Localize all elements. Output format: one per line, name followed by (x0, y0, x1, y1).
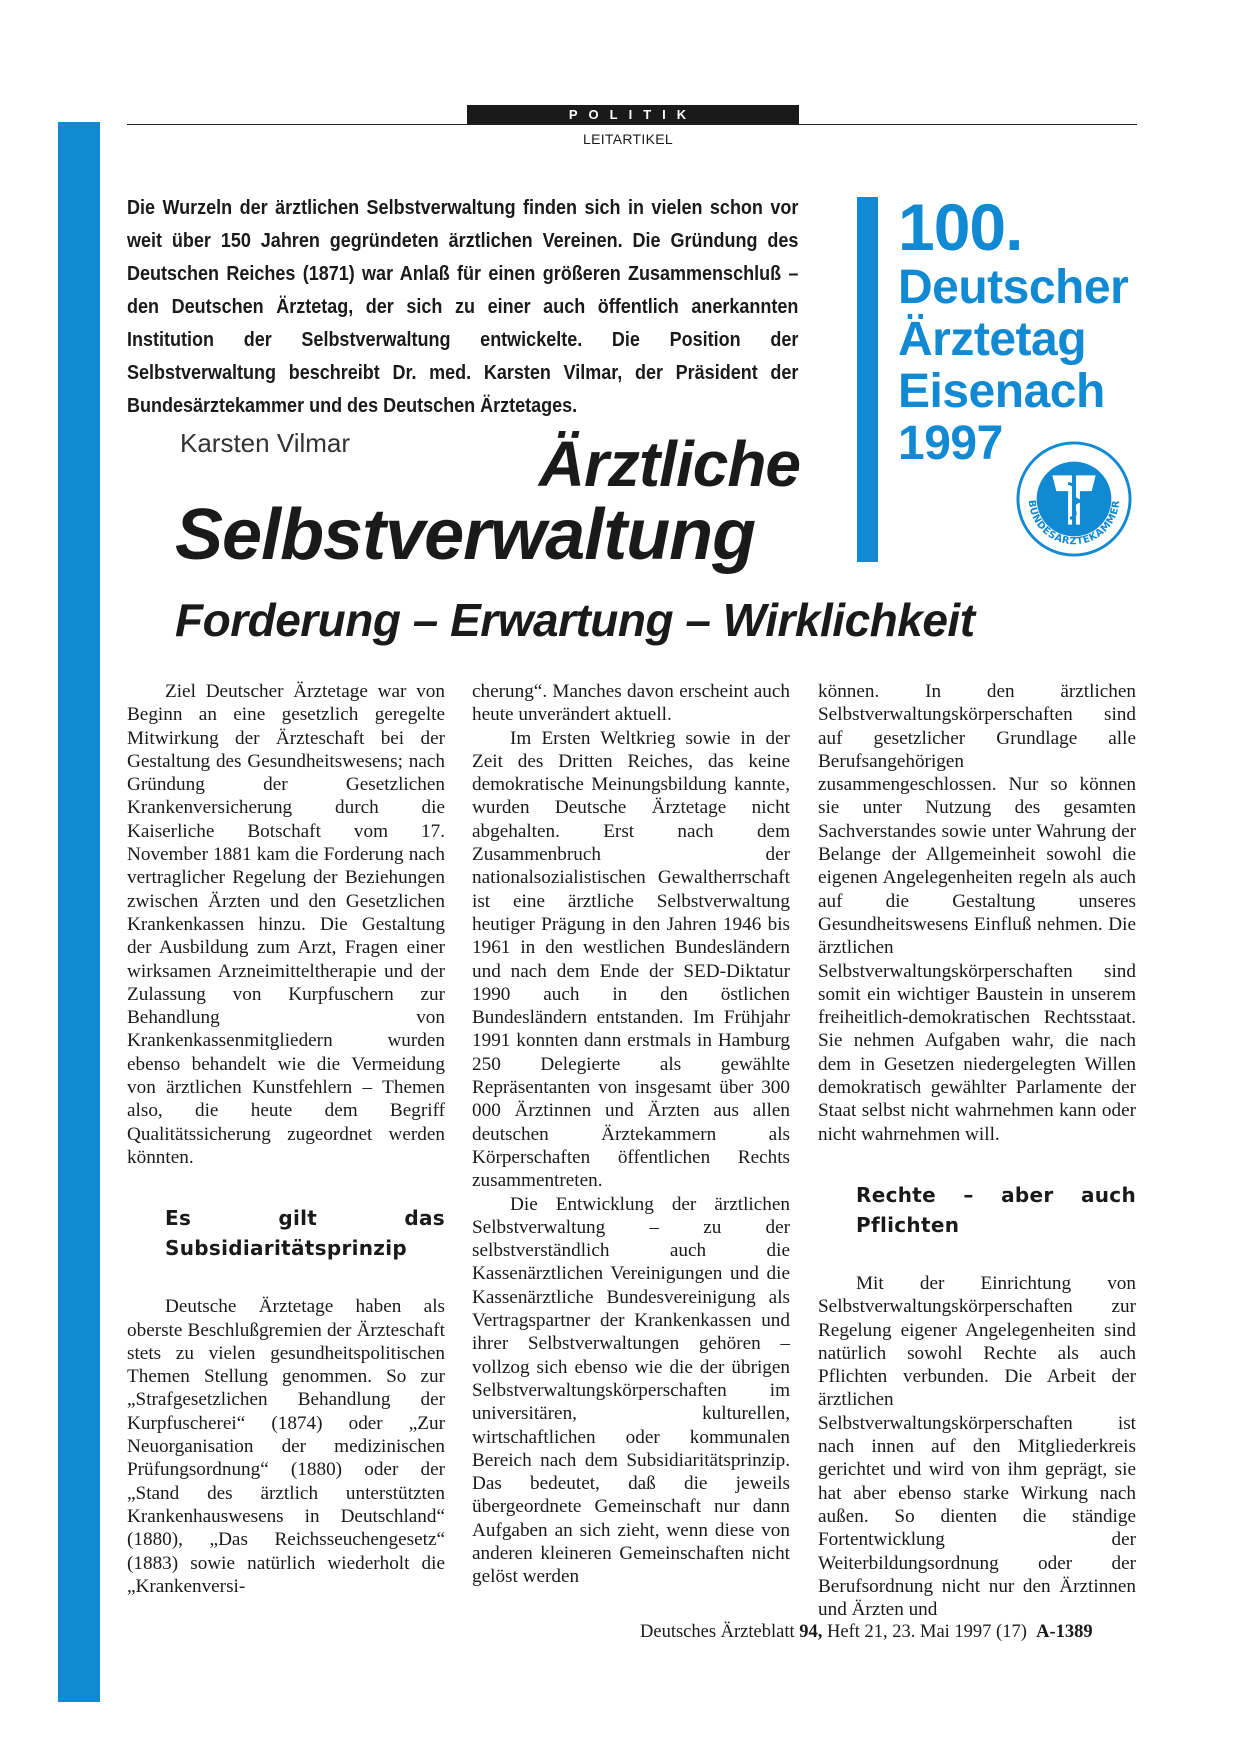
issue-info: Heft 21, 23. Mai 1997 (17) (827, 1622, 1027, 1642)
paragraph: cherung“. Manches davon erscheint auch heute unverändert aktuell. (472, 681, 790, 726)
event-line-1: Deutscher (898, 261, 1129, 314)
logo-text: BUNDESÄRZTEKAMMER (1025, 499, 1123, 548)
journal-name: Deutsches Ärzteblatt (640, 1622, 795, 1642)
paragraph: Mit der Einrichtung von Selbstverwaltungskörperschaften zur Regelung eigener Angelegenheiten sind natürlich sowohl Rechte als auch Pflichten verbunden. Die Arbeit der ärztlichen Selbstverwaltungskörperschaften ist nach innen auf den Mitgliederkreis gerichtet und wird von ihm geprägt, sie hat aber ebenso starke Wirkung nach außen. So dienten die ständige Fortentwicklung der Weiterbildungsordnung oder der Berufsordnung nicht nur den Ärztinnen und Ärzten und (818, 1272, 1136, 1621)
header-rule (127, 124, 1137, 125)
bundesaerztekammer-logo (1015, 440, 1133, 558)
event-accent-bar (857, 197, 878, 562)
event-number: 100. (898, 190, 1023, 264)
title-line-2: Selbstverwaltung (175, 495, 756, 575)
blue-sidebar-strip (58, 122, 100, 1702)
article-column-1 (127, 680, 445, 1598)
article-column-2 (472, 680, 790, 1589)
event-line-2: Ärztetag (898, 313, 1087, 366)
subsection-label: LEITARTIKEL (583, 131, 673, 147)
page-footer (640, 1622, 1093, 1643)
article-subtitle: Forderung – Erwartung – Wirklichkeit (175, 594, 975, 646)
page-number: A-1389 (1036, 1622, 1093, 1642)
section-label: POLITIK (467, 105, 799, 124)
paragraph: Ziel Deutscher Ärztetage war von Beginn an eine gesetzlich geregelte Mitwirkung der Ärzteschaft bei der Gestaltung des Gesundheitswesens; nach Gründung der Gesetzlichen Krankenversicherung durch die Kaiserliche Botschaft vom 17. November 1881 kam die Forderung nach vertraglicher Regelung der Beziehungen zwischen Ärzten und den Gesetzlichen Krankenkassen hinzu. Die Gestaltung der Ausbildung zum Arzt, Fragen einer wirksamen Arzneimitteltherapie und der Zulassung von Kurpfuschern zur Behandlung von Krankenkassenmitgliedern wurden ebenso behandelt wie die Vermeidung von ärztlichen Kunstfehlern – Themen also, die heute dem Begriff Qualitätssicherung zugeordnet werden könnten. (127, 681, 445, 1168)
event-line-3: Eisenach (898, 365, 1105, 418)
lead-paragraph: Die Wurzeln der ärztlichen Selbstverwaltung finden sich in vielen schon vor weit über 150 Jahren gegründeten ärztlichen Vereinen. Die Gründung des Deutschen Reiches (1871) war Anlaß für einen größeren Zusammenschluß – den Deutschen Ärztetag, der sich zu einer auch öffentlich anerkannten Institution der Selbstverwaltung entwickelte. Die Position der Selbstverwaltung beschreibt Dr. med. Karsten Vilmar, der Präsident der Bundesärztekammer und des Deutschen Ärztetages. (127, 197, 799, 417)
paragraph: Deutsche Ärztetage haben als oberste Beschlußgremien der Ärzteschaft stets zu vielen gesundheitspolitischen Themen Stellung genommen. So zur „Strafgesetzlichen Behandlung der Kurpfuscherei“ (1874) oder „Zur Neuorganisation der medizinischen Prüfungsordnung“ (1880) oder der „Stand des ärztlich unterstützten Krankenhauswesens in Deutschland“ (1880), „Das Reichsseuchengesetz“ (1883) sowie natürlich wiederholt die „Krankenversi- (127, 1296, 445, 1597)
paragraph: können. In den ärztlichen Selbstverwaltungskörperschaften sind auf gesetzlicher Grundlage alle Berufsangehörigen zusammengeschlossen. Nur so können sie unter Nutzung des gesamten Sachverstandes sowie unter Wahrung der Belange der Allgemeinheit sowohl die eigenen Angelegenheiten regeln als auch auf die Gestaltung unseres Gesundheitswesens Einfluß nehmen. Die ärztlichen Selbstverwaltungskörperschaften sind somit ein wichtiger Baustein in unserem freiheitlich-demokratischen Rechtsstaat. Sie nehmen Aufgaben wahr, die nach dem in Gesetzen niedergelegten Willen demokratisch gewählter Parlamente der Staat selbst nicht wahrnehmen kann oder nicht wahrnehmen will. (818, 681, 1136, 1145)
paragraph: Im Ersten Weltkrieg sowie in der Zeit des Dritten Reiches, das keine demokratische Meinungsbildung kannte, wurden Deutsche Ärztetage nicht abgehalten. Erst nach dem Zusammenbruch der nationalsozialistischen Gewaltherrschaft ist eine ärztliche Selbstverwaltung heutiger Prägung in den Jahren 1946 bis 1961 in den westlichen Bundesländern und nach dem Ende der SED-Diktatur 1990 auch in den östlichen Bundesländern entstanden. Im Frühjahr 1991 konnten dann erstmals in Hamburg 250 Delegierte als gewählte Repräsentanten von insgesamt über 300 000 Ärztinnen und Ärzten aus allen deutschen Ärztekammern als Körperschaften öffentlichen Rechts zusammentreten. (472, 727, 790, 1192)
volume-number: 94, (799, 1622, 823, 1642)
article-column-3 (818, 680, 1136, 1621)
event-badge (898, 192, 1128, 470)
author-name: Karsten Vilmar (180, 428, 351, 458)
title-line-1: Ärztliche (538, 428, 800, 500)
subheading: Es gilt das Subsidiaritätsprinzip (165, 1206, 445, 1261)
subheading: Rechte – aber auch Pflichten (856, 1182, 1136, 1237)
event-year: 1997 (898, 417, 1003, 470)
paragraph: Die Entwicklung der ärztlichen Selbstverwaltung – zu der selbstverständlich auch die Kassenärztlichen Vereinigungen und die Kassenärztliche Bundesvereinigung als Vertragspartner der Krankenkassen und ihrer Selbstverwaltungen gehören – vollzog sich ebenso wie die der übrigen Selbstverwaltungskörperschaften im universitären, kulturellen, wirtschaftlichen oder kommunalen Bereich nach dem Subsidiaritätsprinzip. Das bedeutet, daß die jeweils übergeordnete Gemeinschaft nur dann Aufgaben an sich zieht, wenn diese von anderen kleineren Gemeinschaften nicht gelöst werden (472, 1193, 790, 1588)
